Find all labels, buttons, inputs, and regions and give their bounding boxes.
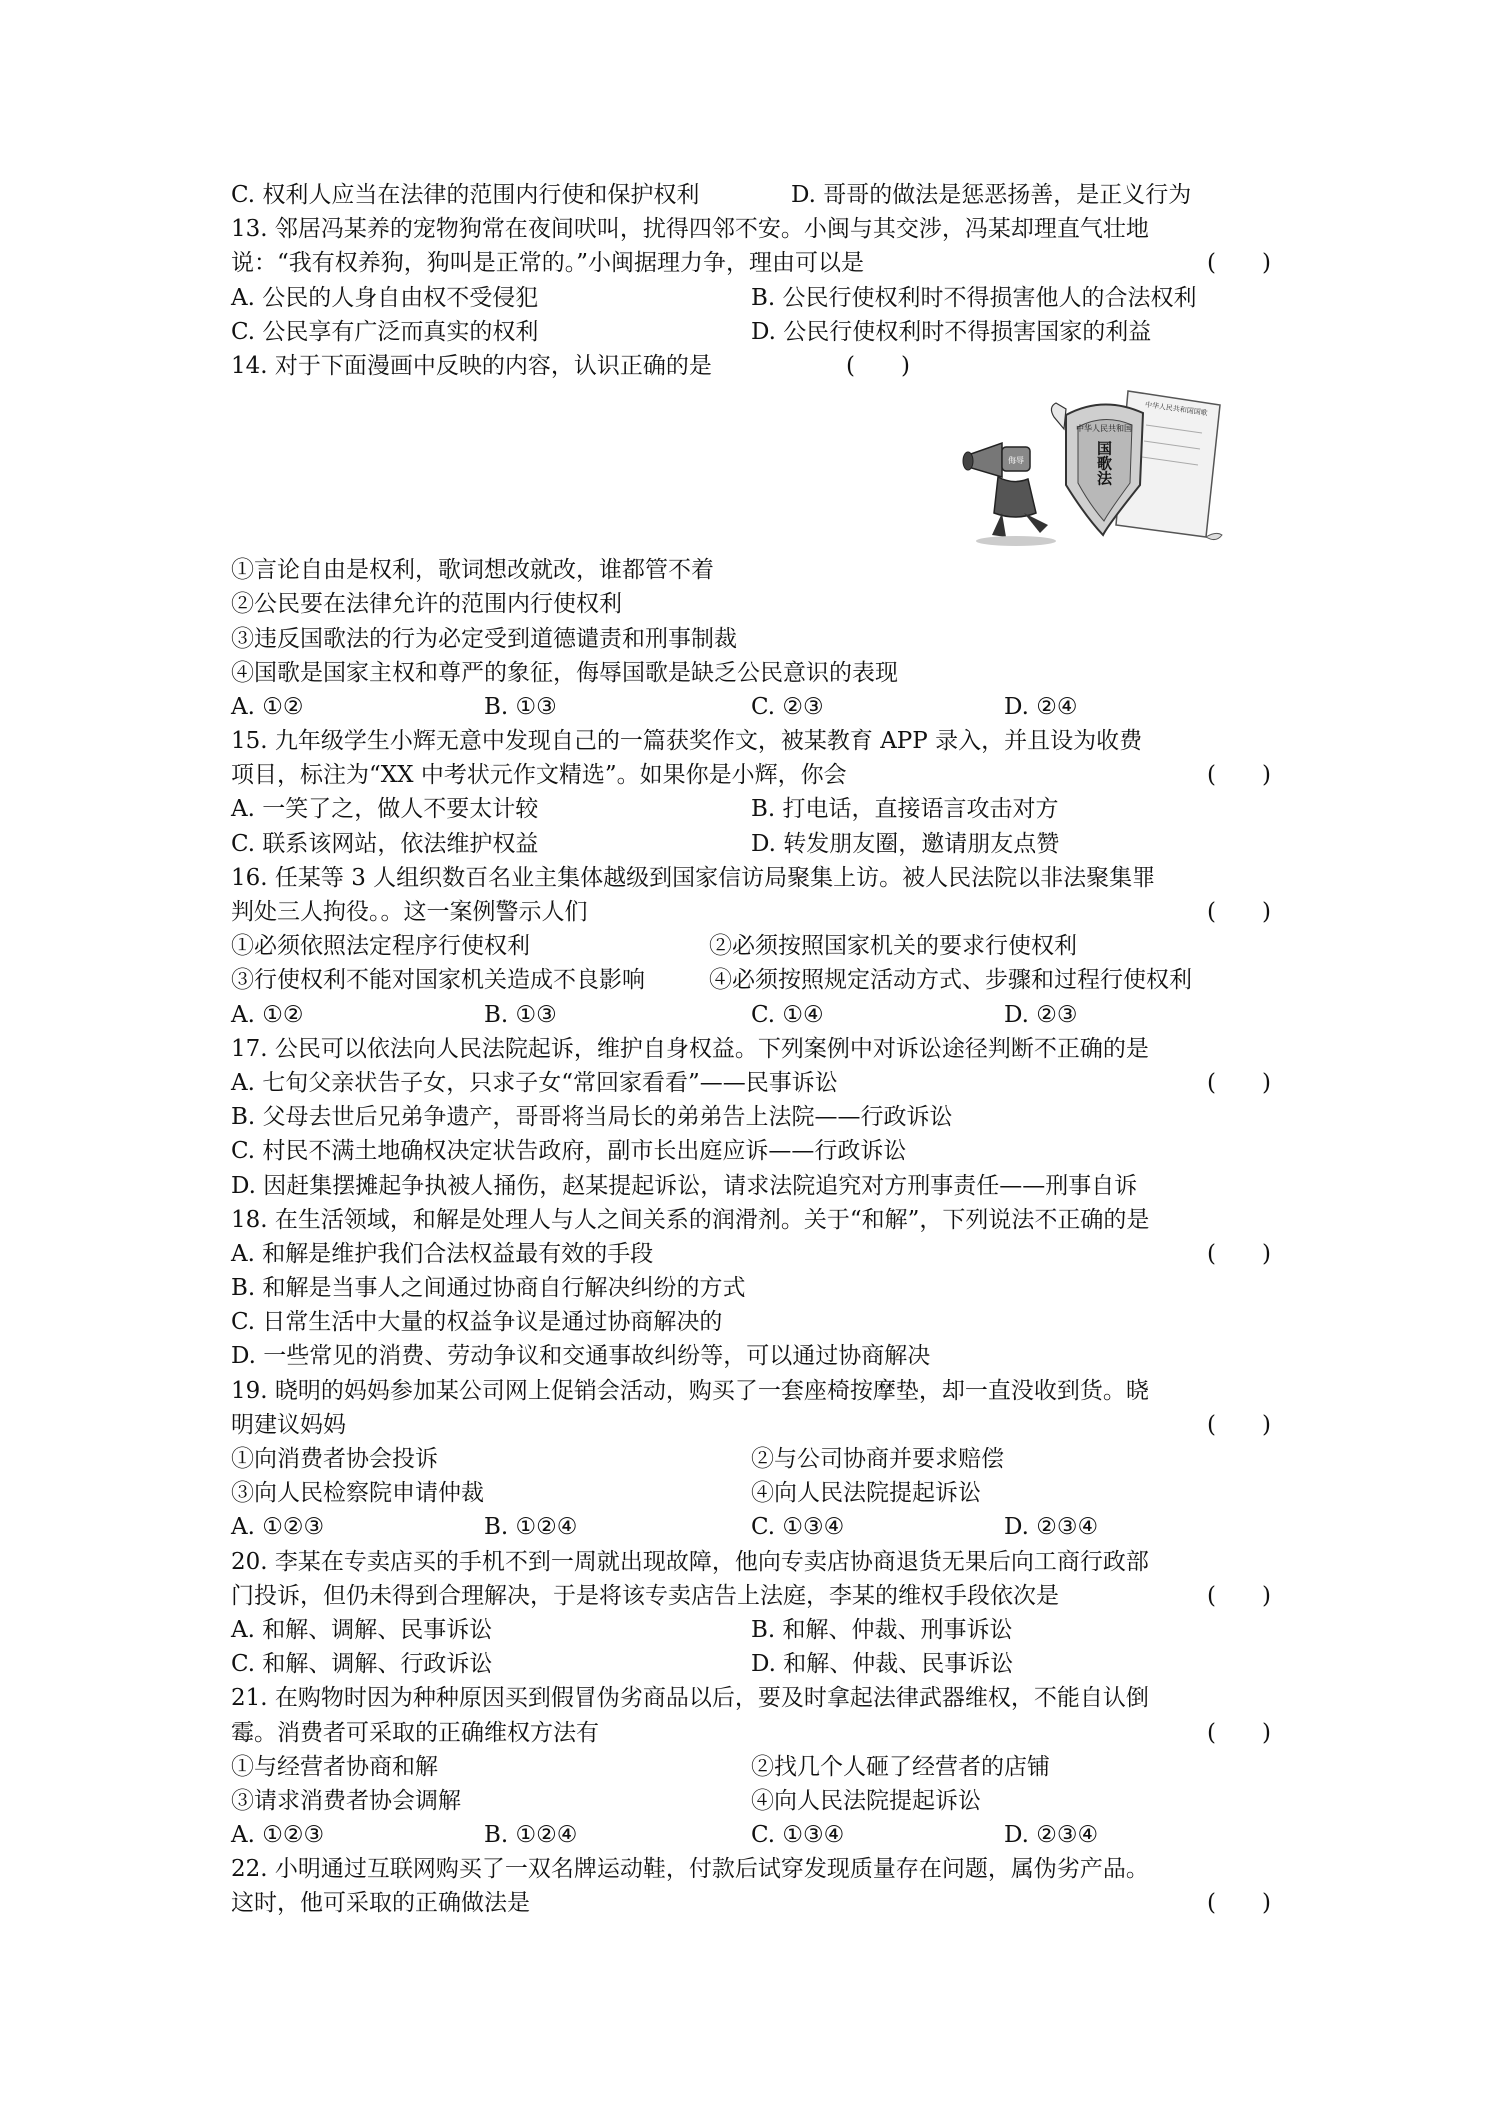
- q16-answer-blank: ( ): [1207, 899, 1271, 925]
- q15-stem-line1: 15. 九年级学生小辉无意中发现自己的一篇获奖作文，被某教育 APP 录入，并且设为收费: [231, 728, 1143, 755]
- q20-options-ab: [231, 1613, 1271, 1647]
- q19-option-b: B. ①②④: [484, 1514, 578, 1541]
- q21-option-b: B. ①②④: [484, 1822, 578, 1849]
- q15-option-d: D. 转发朋友圈，邀请朋友点赞: [751, 830, 1060, 857]
- megaphone-tag: 侮辱: [1008, 456, 1024, 466]
- q19-statement-4: ④向人民法院提起诉讼: [751, 1480, 981, 1507]
- q12-option-d: D. 哥哥的做法是惩恶扬善，是正义行为: [791, 182, 1192, 208]
- q13-option-d: D. 公民行使权利时不得损害国家的利益: [751, 318, 1152, 345]
- q14-options: [231, 690, 1271, 724]
- q16-option-a: A. ①②: [231, 1001, 304, 1028]
- q16-stem-text: 判处三人拘役。。这一案例警示人们: [231, 899, 588, 925]
- q15-option-a: A. 一笑了之，做人不要太计较: [231, 796, 539, 823]
- scroll-text: 中华人民共和国国歌: [1144, 400, 1209, 418]
- q12-options-cd: [231, 178, 1271, 212]
- q22-stem-line1: 22. 小明通过互联网购买了一双名牌运动鞋，付款后试穿发现质量存在问题，属伪劣产品。: [231, 1856, 1149, 1883]
- q20-options-cd: [231, 1647, 1271, 1681]
- q17-option-a-line: [231, 1066, 1271, 1100]
- q18-option-a-line: [231, 1237, 1271, 1271]
- q13-option-a: A. 公民的人身自由权不受侵犯: [231, 284, 539, 311]
- q12-option-c: C. 权利人应当在法律的范围内行使和保护权利: [231, 182, 700, 208]
- q13-stem-text: 说：“我有权养狗，狗叫是正常的。”小闽据理力争，理由可以是: [231, 250, 865, 277]
- q17-option-d: D. 因赶集摆摊起争执被人捅伤，赵某提起诉讼，请求法院追究对方刑事责任——刑事自诉: [231, 1172, 1138, 1199]
- q19-answer-blank: ( ): [1207, 1411, 1271, 1438]
- q20-option-a: A. 和解、调解、民事诉讼: [231, 1616, 493, 1643]
- q14-statement-4: ④国歌是国家主权和尊严的象征，侮辱国歌是缺乏公民意识的表现: [231, 659, 898, 686]
- q20-stem-text: 门投诉，但仍未得到合理解决，于是将该专卖店告上法庭，李某的维权手段依次是: [231, 1582, 1059, 1609]
- q15-options-cd: [231, 827, 1271, 861]
- shield-banner: 中华人民共和国: [1076, 424, 1132, 434]
- q14-statement-1: ①言论自由是权利，歌词想改就改，谁都管不着: [231, 557, 714, 584]
- q21-option-a: A. ①②③: [231, 1822, 325, 1849]
- q19-statement-1: ①向消费者协会投诉: [231, 1446, 438, 1472]
- q16-statement-4: ④必须按照规定活动方式、步骤和过程行使权利: [709, 967, 1192, 994]
- q13-option-b: B. 公民行使权利时不得损害他人的合法权利: [751, 284, 1197, 311]
- q20-answer-blank: ( ): [1207, 1582, 1271, 1609]
- q19-statement-2: ②与公司协商并要求赔偿: [751, 1446, 1004, 1472]
- q22-stem-line2: [231, 1886, 1271, 1920]
- q16-option-d: D. ②③: [1004, 1001, 1078, 1028]
- q14-option-b: B. ①③: [484, 693, 557, 720]
- q17-option-b: B. 父母去世后兄弟争遗产，哥哥将当局长的弟弟告上法院——行政诉讼: [231, 1104, 953, 1131]
- q17-answer-blank: ( ): [1207, 1069, 1271, 1096]
- q14-option-d: D. ②④: [1004, 693, 1078, 720]
- q14-stem-text: 14. 对于下面漫画中反映的内容，认识正确的是: [231, 352, 712, 379]
- q16-stem-line1: 16. 任某等 3 人组织数百名业主集体越级到国家信访局聚集上访。被人民法院以非法聚集罪: [231, 864, 1156, 891]
- q14-option-c: C. ②③: [751, 693, 824, 720]
- q22-stem-text: 这时，他可采取的正确做法是: [231, 1890, 530, 1917]
- q15-stem-line2: [231, 758, 1271, 792]
- q16-statement-3: ③行使权利不能对国家机关造成不良影响: [231, 967, 645, 994]
- q15-option-b: B. 打电话，直接语言攻击对方: [751, 796, 1059, 823]
- q21-statements-12: [231, 1750, 1271, 1784]
- q15-answer-blank: ( ): [1207, 762, 1271, 789]
- q21-stem-line1: 21. 在购物时因为种种原因买到假冒伪劣商品以后，要及时拿起法律武器维权，不能自认倒: [231, 1685, 1149, 1712]
- q19-statements-12: [231, 1442, 1271, 1476]
- q18-option-a: A. 和解是维护我们合法权益最有效的手段: [231, 1240, 654, 1267]
- q14-statement-2: ②公民要在法律允许的范围内行使权利: [231, 591, 622, 618]
- q14-statement-3: ③违反国歌法的行为必定受到道德谴责和刑事制裁: [231, 625, 737, 652]
- q21-stem-text: 霉。消费者可采取的正确维权方法有: [231, 1719, 599, 1746]
- q16-statement-2: ②必须按照国家机关的要求行使权利: [709, 933, 1077, 960]
- q13-options-cd: [231, 315, 1271, 349]
- q19-stem-line2: [231, 1408, 1271, 1442]
- q18-option-c: C. 日常生活中大量的权益争议是通过协商解决的: [231, 1309, 723, 1336]
- q19-option-a: A. ①②③: [231, 1514, 325, 1541]
- q19-statements-34: [231, 1476, 1271, 1510]
- q17-option-a: A. 七旬父亲状告子女，只求子女“常回家看看”——民事诉讼: [231, 1069, 838, 1096]
- q16-statements-12: [231, 929, 1271, 963]
- q16-options: [231, 998, 1271, 1032]
- q13-stem-line1: 13. 邻居冯某养的宠物狗常在夜间吠叫，扰得四邻不安。小闽与其交涉，冯某却理直气壮地: [231, 216, 1149, 243]
- q18-option-d: D. 一些常见的消费、劳动争议和交通事故纠纷等，可以通过协商解决: [231, 1343, 931, 1370]
- q22-answer-blank: ( ): [1207, 1890, 1271, 1917]
- q20-option-d: D. 和解、仲裁、民事诉讼: [751, 1651, 1014, 1678]
- q20-stem-line2: [231, 1579, 1271, 1613]
- q17-stem: 17. 公民可以依法向人民法院起诉，维护自身权益。下列案例中对诉讼途径判断不正确的是: [231, 1035, 1149, 1062]
- national-anthem-law-cartoon: [958, 385, 1238, 550]
- q17-option-c: C. 村民不满土地确权决定状告政府，副市长出庭应诉——行政诉讼: [231, 1138, 907, 1165]
- q21-statement-3: ③请求消费者协会调解: [231, 1787, 461, 1814]
- q16-option-b: B. ①③: [484, 1001, 557, 1028]
- q13-answer-blank: ( ): [1207, 250, 1271, 277]
- q20-option-b: B. 和解、仲裁、刑事诉讼: [751, 1616, 1013, 1643]
- exam-page: [231, 178, 1271, 1921]
- q21-option-d: D. ②③④: [1004, 1822, 1099, 1849]
- q19-statement-3: ③向人民检察院申请仲裁: [231, 1480, 484, 1507]
- q14-figure: [231, 383, 1271, 553]
- q13-options-ab: [231, 281, 1271, 315]
- q21-statement-1: ①与经营者协商和解: [231, 1753, 438, 1780]
- q21-statement-4: ④向人民法院提起诉讼: [751, 1787, 981, 1814]
- q21-statements-34: [231, 1784, 1271, 1818]
- q19-options: [231, 1510, 1271, 1544]
- shield-text: 国歌法: [1095, 440, 1113, 486]
- q19-stem-line1: 19. 晓明的妈妈参加某公司网上促销会活动，购买了一套座椅按摩垫，却一直没收到货。晓: [231, 1377, 1149, 1404]
- q21-answer-blank: ( ): [1207, 1719, 1271, 1746]
- q16-statements-34: [231, 963, 1271, 997]
- q20-option-c: C. 和解、调解、行政诉讼: [231, 1651, 493, 1678]
- q19-option-c: C. ①③④: [751, 1514, 845, 1541]
- q15-stem-text: 项目，标注为“XX 中考状元作文精选”。如果你是小辉，你会: [231, 762, 847, 789]
- q14-stem-line: [231, 349, 1271, 383]
- q16-option-c: C. ①④: [751, 1001, 824, 1028]
- q18-option-b: B. 和解是当事人之间通过协商自行解决纠纷的方式: [231, 1275, 746, 1302]
- q16-stem-line2: [231, 895, 1271, 929]
- q14-answer-blank: ( ): [846, 352, 910, 379]
- q18-stem: 18. 在生活领域，和解是处理人与人之间关系的润滑剂。关于“和解”，下列说法不正确的是: [231, 1206, 1150, 1233]
- q13-stem-line2: [231, 246, 1271, 280]
- q19-option-d: D. ②③④: [1004, 1514, 1099, 1541]
- q16-statement-1: ①必须依照法定程序行使权利: [231, 933, 530, 960]
- q14-option-a: A. ①②: [231, 693, 304, 720]
- q13-option-c: C. 公民享有广泛而真实的权利: [231, 318, 539, 345]
- q21-stem-line2: [231, 1716, 1271, 1750]
- q15-option-c: C. 联系该网站，依法维护权益: [231, 830, 539, 857]
- q21-option-c: C. ①③④: [751, 1822, 845, 1849]
- q19-stem-text: 明建议妈妈: [231, 1411, 346, 1438]
- q21-statement-2: ②找几个人砸了经营者的店铺: [751, 1753, 1050, 1780]
- q15-options-ab: [231, 792, 1271, 826]
- q20-stem-line1: 20. 李某在专卖店买的手机不到一周就出现故障，他向专卖店协商退货无果后向工商行政部: [231, 1548, 1149, 1575]
- q21-options: [231, 1818, 1271, 1852]
- q18-answer-blank: ( ): [1207, 1240, 1271, 1267]
